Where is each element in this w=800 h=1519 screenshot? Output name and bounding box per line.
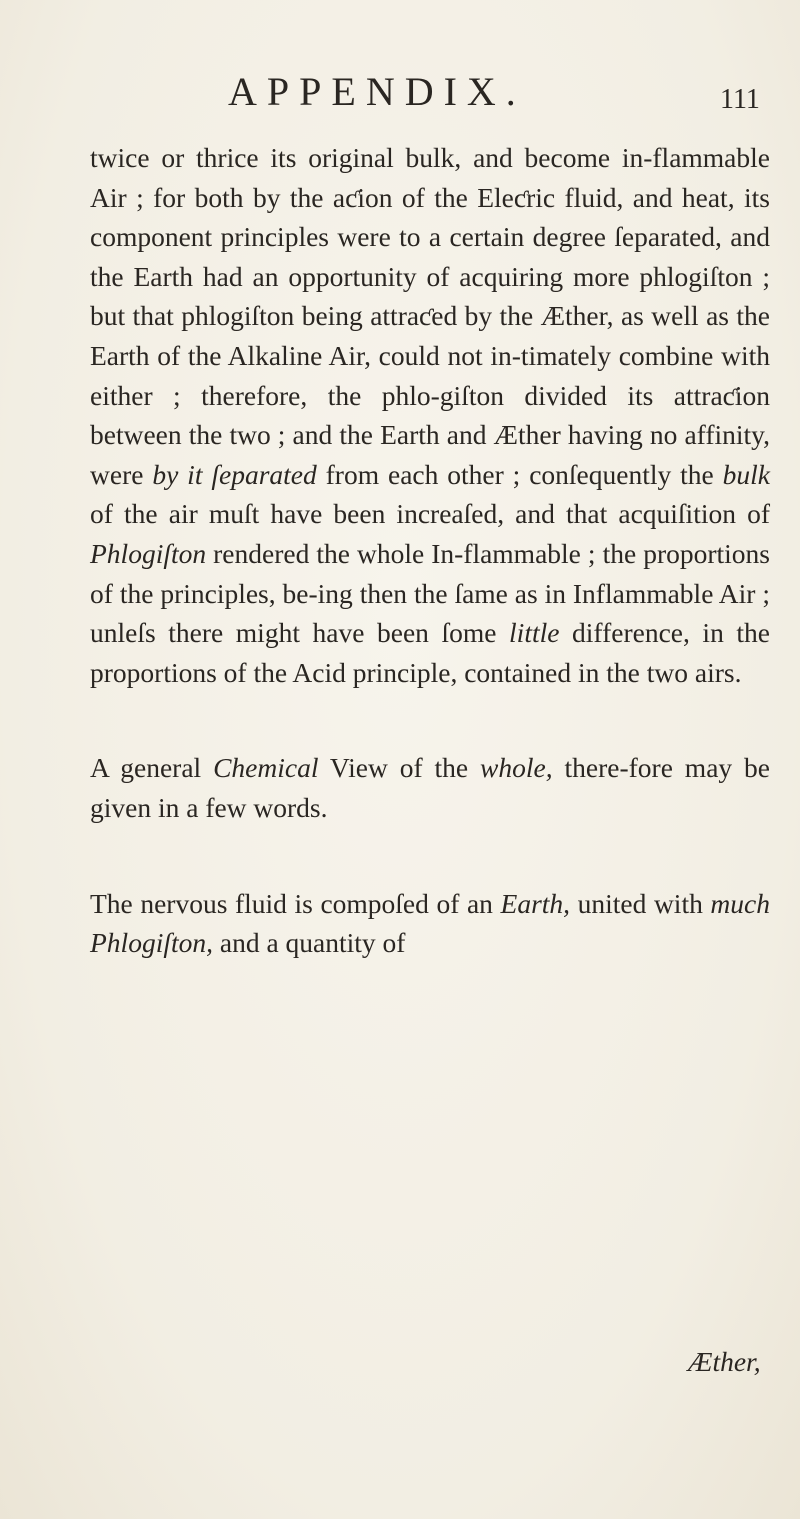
page-number: 111	[720, 84, 760, 115]
italic-segment: by it ſeparated	[152, 458, 317, 490]
page-header	[0, 68, 800, 128]
text-segment: View of the	[318, 752, 481, 784]
paragraph-3	[90, 884, 770, 963]
body-text	[90, 138, 770, 963]
italic-segment: little	[509, 617, 560, 649]
text-segment: united with	[570, 887, 711, 919]
catchword: Æther,	[688, 1346, 761, 1377]
text-segment: difference, in the proportions of the Acid principle, contained in the two airs.	[90, 617, 770, 688]
running-title: APPENDIX.	[228, 69, 526, 114]
italic-segment: Earth,	[500, 887, 571, 919]
text-segment: and a quantity of	[213, 927, 406, 959]
text-segment: twice or thrice its original bulk, and become in-flammable Air ; for both by the aƈion of the Eleƈric fluid, and heat, its component principles were to a certain degree ſeparated, and the Earth had an opportunity of acquiring more phlogiſton ; but that phlogiſton being attraƈed by the Æther, as well as the Earth of the Alkaline Air, could not in-timately combine with either ; therefore, the phlo-giſton divided its attraƈion between the two ; and the Earth and Æther having no affinity, were	[90, 142, 770, 490]
paragraph-2	[90, 748, 770, 827]
paragraph-1	[90, 138, 770, 692]
italic-segment: Phlogiſton	[90, 537, 207, 569]
text-segment: rendered the whole In-flammable ; the proportions of the principles, be-ing then the ſame as in Inflammable Air ; unleſs there might have been ſome	[90, 537, 770, 649]
text-segment: from each other ; conſequently the	[316, 458, 723, 490]
italic-segment: Chemical	[213, 752, 319, 784]
text-segment: there-fore may be given in a few words.	[90, 752, 771, 823]
text-segment: The nervous fluid is compoſed of an	[90, 887, 501, 919]
italic-segment: bulk	[722, 458, 770, 490]
text-segment: of the air muſt have been increaſed, and that acquiſition of	[90, 498, 770, 530]
italic-segment: much Phlogiſton,	[90, 887, 770, 959]
text-segment: A general	[90, 752, 214, 784]
italic-segment: whole,	[480, 752, 553, 784]
